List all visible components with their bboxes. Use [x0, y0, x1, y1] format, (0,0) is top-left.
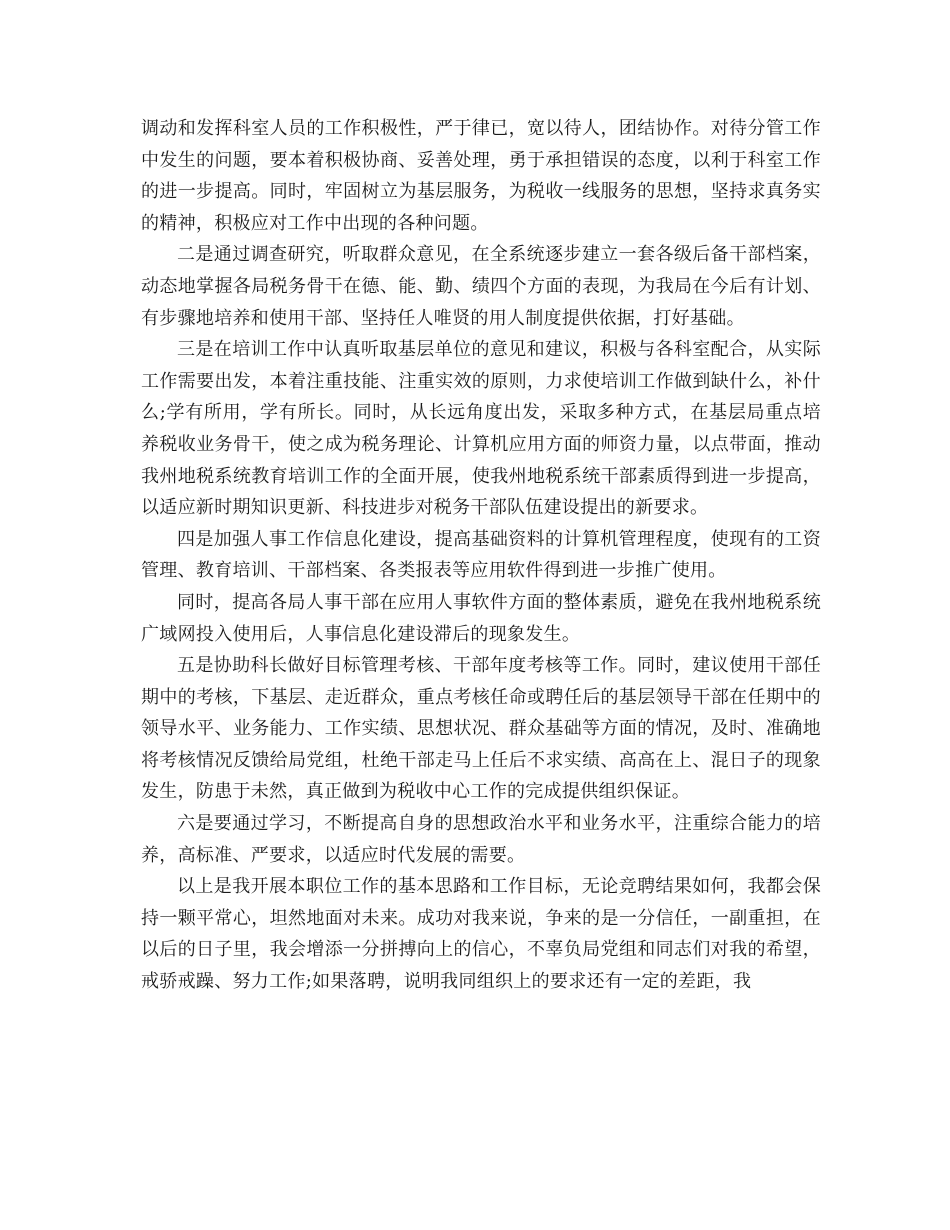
paragraph-conclusion: 以上是我开展本职位工作的基本思路和工作目标，无论竞聘结果如何，我都会保持一颗平常心，坦然地面对未来。成功对我来说，争来的是一分信任，一副重担，在以后的日子里，我会增添一分拼搏向上的信心，不辜负局党组和同志们对我的希望，戒骄戒躁、努力工作;如果落聘，说明我同组织上的要求还有一定的差距，我 [141, 876, 821, 993]
paragraph-item-four: 四是加强人事工作信息化建设，提高基础资料的计算机管理程度，使现有的工资管理、教育培训、干部档案、各类报表等应用软件得到进一步推广使用。 [141, 528, 821, 582]
paragraph-item-four-continued: 同时，提高各局人事干部在应用人事软件方面的整体素质，避免在我州地税系统广域网投入使用后，人事信息化建设滞后的现象发生。 [141, 591, 821, 645]
paragraph-item-six: 六是要通过学习，不断提高自身的思想政治水平和业务水平，注重综合能力的培养，高标准、严要求，以适应时代发展的需要。 [141, 813, 821, 866]
paragraph-item-two: 二是通过调查研究，听取群众意见，在全系统逐步建立一套各级后备干部档案，动态地掌握各局税务骨干在德、能、勤、绩四个方面的表现，为我局在今后有计划、有步骤地培养和使用干部、坚持任人唯贤的用人制度提供依据，打好基础。 [141, 244, 821, 329]
paragraph-item-five: 五是协助科长做好目标管理考核、干部年度考核等工作。同时，建议使用干部任期中的考核，下基层、走近群众，重点考核任命或聘任后的基层领导干部在任期中的领导水平、业务能力、工作实绩、思想状况、群众基础等方面的情况，及时、准确地将考核情况反馈给局党组，杜绝干部走马上任后不求实绩、高高在上、混日子的现象发生，防患于未然，真正做到为税收中心工作的完成提供组织保证。 [141, 655, 821, 803]
document-body [141, 113, 821, 998]
paragraph-item-three: 三是在培训工作中认真听取基层单位的意见和建议，积极与各科室配合，从实际工作需要出发，本着注重技能、注重实效的原则，力求使培训工作做到缺什么，补什么;学有所用，学有所长。同时，从长远角度出发，采取多种方式，在基层局重点培养税收业务骨干，使之成为税务理论、计算机应用方面的师资力量，以点带面，推动我州地税系统教育培训工作的全面开展，使我州地税系统干部素质得到进一步提高，以适应新时期知识更新、科技进步对税务干部队伍建设提出的新要求。 [141, 339, 821, 519]
paragraph-continuation: 调动和发挥科室人员的工作积极性，严于律已，宽以待人，团结协作。对待分管工作中发生的问题，要本着积极协商、妥善处理，勇于承担错误的态度，以利于科室工作的进一步提高。同时，牢固树立为基层服务，为税收一线服务的思想，坚持求真务实的精神，积极应对工作中出现的各种问题。 [141, 118, 821, 234]
